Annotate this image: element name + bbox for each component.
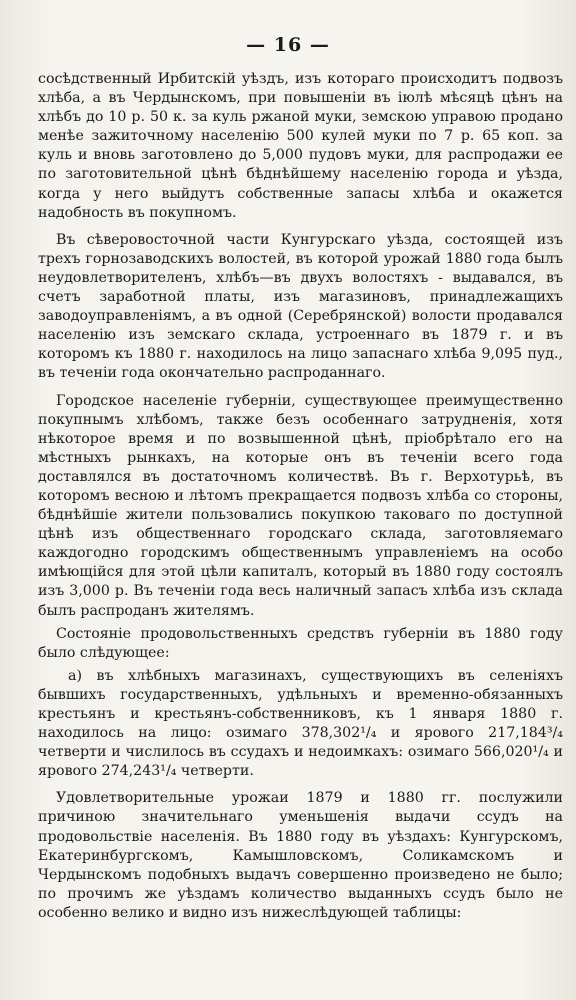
paragraph-6: Удовлетворительные урожаи 1879 и 1880 гг. послужили причиною значительнаго уменьшенія выдачи ссудъ на продовольствіе населенія. Въ 1880 году въ уѣздахъ: Кунгурскомъ, Екатеринбургскомъ, Камышловскомъ, Соликамскомъ и Чердынскомъ подобныхъ выдачъ совершенно произведено не было; по прочимъ же уѣздамъ количество выданныхъ ссудъ было не особенно велико и видно изъ нижеслѣдующей таблицы:	[38, 790, 563, 921]
paragraph-5: а) въ хлѣбныхъ магазинахъ, существующихъ въ селеніяхъ бывшихъ государственныхъ, удѣльныхъ и временно-обязанныхъ крестьянъ и крестьянъ-собственниковъ, къ 1 января 1880 г. находилось на лицо: озимаго 378,302¹/₄ и ярового 217,184³/₄ четверти и числилось въ ссудахъ и недоимкахъ: озимаго 566,020¹/₄ и ярового 274,243¹/₄ четверти.	[38, 667, 563, 780]
paragraph-4: Состояніе продовольственныхъ средствъ губерніи въ 1880 году было слѣдующее:	[38, 625, 563, 661]
paragraph-2: Въ сѣверовосточной части Кунгурскаго уѣзда, состоящей изъ трехъ горнозаводскихъ волостей, въ которой урожай 1880 года былъ неудовлетворителенъ, хлѣбъ—въ двухъ волостяхъ - выдавался, въ счетъ заработной платы, изъ магазиновъ, принадлежащихъ заводоуправленіямъ, а въ одной (Серебрянской) волости продавался населенію изъ земскаго склада, устроеннаго въ 1879 г. и въ которомъ къ 1880 г. находилось на лицо запаснаго хлѣба 9,095 пуд., въ теченіи года окончательно распроданнаго.	[38, 231, 563, 382]
paragraph-3: Городское населеніе губерніи, существующее преимущественно покупнымъ хлѣбомъ, также безъ особеннаго затрудненія, хотя нѣкоторое время и по возвышенной цѣнѣ, пріобрѣтало его на мѣстныхъ рынкахъ, на которые онъ въ теченіи всего года доставлялся въ достаточномъ количествѣ. Въ г. Верхотурьѣ, въ которомъ весною и лѣтомъ прекращается подвозъ хлѣба со стороны, бѣднѣйшіе жители пользовались покупкою таковаго по доступной цѣнѣ изъ общественнаго городскаго склада, заготовляемаго каждогодно городскимъ общественнымъ управленіемъ на особо имѣющійся для этой цѣли капиталъ, который въ 1880 году состоялъ изъ 3,000 р. Въ теченіи года весь наличный запасъ хлѣба изъ склада былъ распроданъ жителямъ.	[38, 392, 563, 619]
page-number: — 16 —	[246, 34, 330, 56]
body-text	[38, 70, 563, 923]
paragraph-1: сосѣдственный Ирбитскій уѣздъ, изъ котораго происходитъ подвозъ хлѣба, а въ Чердынскомъ, при повышеніи въ іюлѣ мѣсяцѣ цѣнъ на хлѣбъ до 10 р. 50 к. за куль ржаной муки, земскою управою продано менѣе зажиточному населенію 500 кулей муки по 7 р. 65 коп. за куль и вновь заготовлено до 5,000 пудовъ муки, для распродажи ее по заготовительной цѣнѣ бѣднѣйшему населенію города и уѣзда, когда у него выйдутъ собственные запасы хлѣба и окажется надобность въ покупномъ.	[38, 71, 563, 221]
